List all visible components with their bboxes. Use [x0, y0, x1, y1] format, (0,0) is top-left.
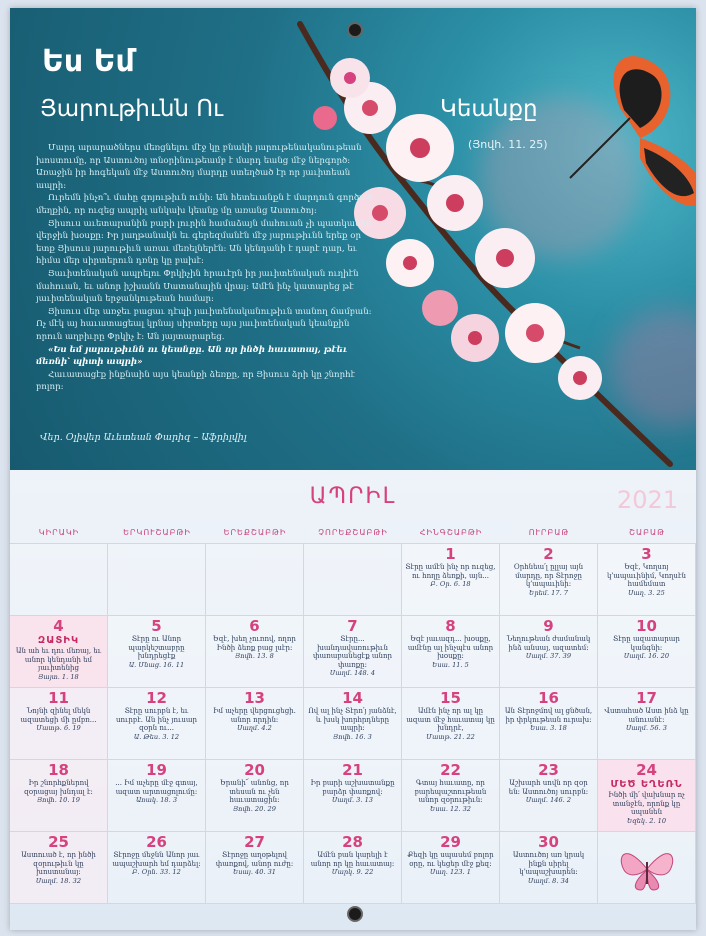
paragraph: Մարդ արարածներս մեռցնելու մէջ կը բնակի յարութենականութեան խոստումը, որ Աստուծոյ տնօրինութեամբ է մարդ եանց մէջ ներգործ։ Առաջին իր հոգեկան մէջ Աստուծոյ մարդը ստեղծած էր որ յաւիտեան ապրի։ — [36, 143, 362, 191]
verse-reference: Սաղմ. 18. 32 — [35, 876, 82, 885]
verse-text: Ան ահ եւ դու մեռայ, եւ անոր կենդանի եմ յաւիտենից — [15, 647, 102, 673]
weekday-header: ԵՐԿՈՒՇԱԲԹԻ — [108, 524, 206, 544]
verse-text: ... Իմ աչերը մէջ գտայ, ազատ արտացոլումը։ — [115, 779, 198, 796]
butterfly-icon — [570, 56, 696, 206]
paragraph: Յիսուս աւետարանին բարի լուրին համաձայն մահուան չի պատկանիր վերջին խօսքը։ Իր յաղթանակն եւ գերեզմանէն մէջ յարութիւնն երեք օր ետք Յիսուս յարութիւն առաւ մեռելներէն։ Ան կենդանի է դարէ դար, եւ հիմա մեր սիրտերուն դռնը կը բախէ։ — [36, 218, 372, 267]
empty-day-cell — [108, 544, 206, 616]
verse-text: Տէրոջը մեջնն Անոր յաւ ապաշխարհ եմ դարձել։ — [112, 851, 201, 868]
heading-line-2-end: Կեանքը — [440, 96, 538, 122]
day-number: 4 — [53, 617, 64, 635]
paragraph: Հաւատացէք ինքնաին այս կեանքի ձեռքը, որ Յիսուս ձրի կը շնորհէ բոլոր։ — [36, 369, 356, 393]
day-cell — [206, 760, 304, 832]
weekday-header: ԿԻՐԱԿԻ — [10, 524, 108, 544]
verse-text: Տէրը ու Անոր պարկեշտաբրը խնդրեցէք — [128, 635, 185, 661]
holiday-name: ՄԵԾ ԵՂԵՌՆ — [610, 779, 683, 790]
day-cell — [500, 616, 598, 688]
verse-text: Ամէն բան կարելի է անոր որ կը հաւատայ։ — [310, 851, 395, 868]
day-number: 11 — [48, 689, 69, 707]
paragraph: Յիսուս մեր առջեւ բացաւ դէպի յաւիտենականութիւն տանող ճամբան։ Ոչ մէկ այ հաւատացեալ կրնայ սիրտերը այս յաւիտենական կեանքին որուն աղբիւրը Փրկիչ է։ Ան յայտարարեց. — [36, 306, 372, 342]
verse-text: Տէրը ազատարար կանգնի։ — [613, 635, 680, 652]
verse-reference: Սաղմ. 8. 34 — [528, 876, 569, 885]
day-number: 3 — [641, 545, 652, 563]
verse-reference: Մարկ. 9. 22 — [331, 868, 374, 877]
paragraph: Ուրեմն ինչո՞ւ մահը գոյութիւն ունի։ Ան հետեւանքն է մարդուն գործած մեղքին, որ ուզեց ապրիլ անկախ կեանք մը առանց Աստուծոյ։ — [36, 193, 373, 216]
verse-reference: Եսայ. 40. 31 — [232, 868, 277, 877]
butterfly-cell — [598, 832, 696, 904]
verse-text: Ինծի մի՛ վախնար ոչ տանջէն, որոնք կը սպանեն — [608, 791, 685, 817]
author-signature: Վեր. Օլիվեր Աւետեան Փարիզ – Աֆրիլվիլ — [40, 432, 247, 443]
verse-text: Տէրը սուրբն է, եւ սուրբէ. Ան ինչ յուսար զօրն ու... — [115, 707, 198, 733]
day-cell — [598, 544, 696, 616]
verse-text: Տէրը ամէն ինչ որ ուզեց, ու հողը ձեռքի, այն... — [405, 563, 496, 580]
day-number: 16 — [538, 689, 559, 707]
day-cell — [10, 688, 108, 760]
day-number: 25 — [48, 833, 69, 851]
day-number: 1 — [445, 545, 456, 563]
day-cell — [500, 832, 598, 904]
day-number: 7 — [347, 617, 358, 635]
day-cell — [10, 832, 108, 904]
weekday-header: ՀԻՆԳՇԱԲԹԻ — [402, 524, 500, 544]
day-number: 18 — [48, 761, 69, 779]
weekday-header: ԵՐԵՔՇԱԲԹԻ — [206, 524, 304, 544]
day-number: 10 — [636, 617, 657, 635]
verse-reference: Սաղ. 3. 25 — [628, 588, 665, 597]
verse-text: Իր շնորհքներով զօրացայ խնդալ է։ — [24, 779, 93, 796]
verse-reference: Սաղմ. 146. 2 — [525, 796, 572, 805]
empty-day-cell — [10, 544, 108, 616]
weekday-header: ՈՒՐԲԱԹ — [500, 524, 598, 544]
day-cell — [108, 832, 206, 904]
day-number: 6 — [249, 617, 260, 635]
day-number: 26 — [146, 833, 167, 851]
verse-text: Նոյնի զինել մեկն ազատեցի մի ըմբռ... — [20, 707, 97, 724]
verse-reference: Սաղմ. 56. 3 — [626, 724, 667, 733]
calendar-grid — [10, 524, 696, 904]
weekday-header: ՇԱԲԱԹ — [598, 524, 696, 544]
year-label: 2021 — [616, 486, 678, 514]
day-cell — [402, 832, 500, 904]
day-number: 15 — [440, 689, 461, 707]
day-cell — [304, 616, 402, 688]
day-number: 27 — [244, 833, 265, 851]
day-number: 19 — [146, 761, 167, 779]
verse-reference: Եզեկ. 2. 10 — [626, 816, 667, 825]
weekday-header: ՉՈՐԵՔՇԱԲԹԻ — [304, 524, 402, 544]
verse-reference: Սաղմ. 37. 39 — [525, 652, 572, 661]
empty-day-cell — [206, 544, 304, 616]
holiday-name: ԶԱՏԻԿ — [37, 635, 80, 646]
verse-text: Եզէ, Կողսոյ կ՚ապաւինիմ, Կողսէն համեմատ — [607, 563, 686, 589]
verse-text: Աստուծոյ առ կրակ ինքն սիրել կ՚ապաշխարեն։ — [512, 851, 585, 877]
day-number: 24 — [636, 761, 657, 779]
day-cell — [402, 616, 500, 688]
day-cell — [206, 832, 304, 904]
month-calendar — [10, 470, 696, 930]
verse-text: Ով ալ ինչ Տէրո՛յ յանձնէ, և խսկ խորհրդները ապրի։ — [308, 707, 397, 733]
day-cell — [402, 544, 500, 616]
day-cell — [500, 760, 598, 832]
hanging-hole — [347, 906, 363, 922]
verse-text: Տէրը... խանդավառութիւն փառաբանեցէք անոր փառքը։ — [312, 635, 393, 669]
verse-text: Եզէ յաւազդ... խօսքը, ամէնը ալ ինչպէս անոր խօսքը։ — [407, 635, 494, 661]
day-cell — [598, 760, 696, 832]
day-cell — [206, 616, 304, 688]
verse-text: Տէրոջը աղօթելով փառքով, անոր ուժը։ — [215, 851, 294, 868]
paragraph: Յաւիտենական ապրելու Փրկիչին հրաւէրն իր յաւիտենական ուղիէն մահուան, եւ անոր իշխանն Սատանային վրայ։ Ամէն ինչ կատարեց թէ յաւիտենական երջանկութեան համար։ — [36, 268, 359, 305]
hanging-hole — [347, 22, 363, 38]
verse-reference: Առակ. 18. 3 — [135, 796, 178, 805]
day-number: 22 — [440, 761, 461, 779]
day-number: 21 — [342, 761, 363, 779]
day-cell — [500, 688, 598, 760]
verse-text: Քեզի կը սպասեմ բոլոր օրը, ու կեցեր մէջ քեզ։ — [407, 851, 494, 868]
verse-text: Գտայ հաւատը, որ բարեպաշտութեան անոր զօրութիւն։ — [414, 779, 487, 805]
day-number: 8 — [445, 617, 456, 635]
verse-reference: Եսա. 3. 18 — [530, 724, 567, 733]
day-cell — [10, 616, 108, 688]
verse-text: Երանի՜ անոնց, որ տեսան ու չեն հաւատացին։ — [220, 779, 289, 805]
scripture-quote: «Ես եմ յարութիւնն ու կեանքը. Ան որ ինծի հաւատայ, թէեւ մեռնի՝ պիտի ապրի» — [36, 344, 348, 368]
day-cell — [108, 616, 206, 688]
calendar-sheet — [10, 8, 696, 930]
day-number: 12 — [146, 689, 167, 707]
verse-reference: Մատթ. 6. 19 — [36, 724, 81, 733]
day-number: 14 — [342, 689, 363, 707]
empty-day-cell — [304, 544, 402, 616]
day-number: 5 — [151, 617, 162, 635]
verse-text: Աշխարհ սովն որ զօր են։ Աստուծոյ սուրբն։ — [508, 779, 589, 796]
verse-reference: Սաղմ. 3. 13 — [332, 796, 373, 805]
verse-reference: Սաղմ. 16. 20 — [623, 652, 670, 661]
verse-text: Իր բարի աշխատանքը բարձր փառքով։ — [310, 779, 395, 796]
day-cell — [500, 544, 598, 616]
day-number: 29 — [440, 833, 461, 851]
day-number: 28 — [342, 833, 363, 851]
day-cell — [304, 832, 402, 904]
day-number: 2 — [543, 545, 554, 563]
day-cell — [402, 688, 500, 760]
verse-text: Ան Տէրոջմով ալ ցնծան, իր փրկութեան ուրախ։ — [504, 707, 593, 724]
verse-reference: Եսա. 12. 32 — [430, 804, 471, 813]
meditation-text — [36, 142, 376, 394]
day-cell — [206, 688, 304, 760]
day-number: 17 — [636, 689, 657, 707]
day-number: 23 — [538, 761, 559, 779]
day-number: 20 — [244, 761, 265, 779]
verse-reference: Ա. Թես. 3. 12 — [133, 732, 180, 741]
verse-reference: Սաղ. 123. 1 — [430, 868, 471, 877]
verse-reference: Յայտ. 1. 18 — [38, 672, 79, 681]
verse-reference: Մատթ. 21. 22 — [426, 732, 475, 741]
verse-reference: Յովհ. 20. 29 — [233, 804, 276, 813]
heading-line-1: Ես Եմ — [42, 44, 135, 79]
verse-reference: Եսա. 11. 5 — [432, 660, 469, 669]
verse-text: Վստահած Աստ ինձ կը անուանէ։ — [604, 707, 689, 724]
day-cell — [304, 760, 402, 832]
day-cell — [10, 760, 108, 832]
day-cell — [108, 688, 206, 760]
verse-reference: Յովհ. 10. 19 — [37, 796, 80, 805]
verse-reference: Յովհ. 13. 8 — [235, 652, 274, 661]
verse-text: Նեղութեան ժամանակ ինձ անսայ, ազատեմ։ — [506, 635, 591, 652]
verse-reference: Յովհ. 16. 3 — [333, 732, 372, 741]
verse-text: Ամէն ինչ որ ալ կը ազատ մէջ հաւատայ կը խնդրէ, — [406, 707, 495, 733]
day-number: 30 — [538, 833, 559, 851]
heading-line-2: Յարութիւնն Ու — [40, 96, 224, 122]
day-cell — [304, 688, 402, 760]
verse-reference: Սաղմ. 148. 4 — [329, 669, 376, 678]
verse-text: Եզէ, խեղ չուռով, ողոր Ինծի ձեռք բաց լսէր։ — [213, 635, 296, 652]
verse-reference: Երեմ. 17. 7 — [529, 588, 568, 597]
day-cell — [108, 760, 206, 832]
day-number: 9 — [543, 617, 554, 635]
verse-reference: Սաղմ. 4.2 — [237, 724, 272, 733]
day-cell — [402, 760, 500, 832]
verse-reference: Բ. Օրն. 33. 12 — [132, 868, 181, 877]
verse-text: Իմ աչերը վերցուցեցի. անոր որդին։ — [213, 707, 296, 724]
verse-text: Օրհնեա՛լ ըլլայ այն մարդը, որ Տէրոջը կ՚ապաւինի։ — [513, 563, 584, 589]
heading-reference: (Յովհ. 11. 25) — [468, 138, 548, 151]
day-cell — [598, 616, 696, 688]
month-name: ԱՊՐԻԼ — [309, 484, 397, 509]
day-cell — [598, 688, 696, 760]
butterfly-icon — [617, 844, 677, 894]
day-number: 13 — [244, 689, 265, 707]
verse-text: Աստուած է, որ ինծի զօրութիւն կը խոստանայ։ — [21, 851, 96, 877]
hero-banner — [10, 8, 696, 470]
verse-reference: Ա. Մնաց. 16. 11 — [128, 660, 185, 669]
verse-reference: Բ. Օր. 6. 18 — [430, 580, 471, 589]
